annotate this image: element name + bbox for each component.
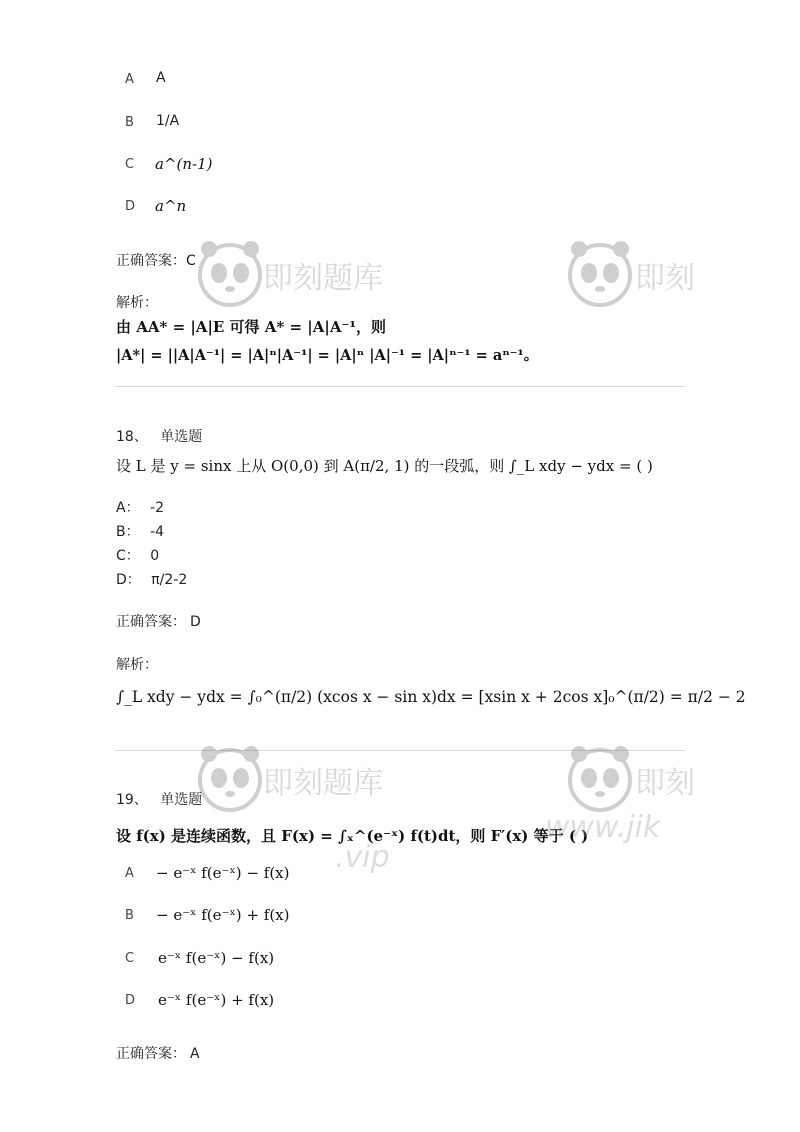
q18-option-b xyxy=(116,521,164,541)
q19-option-a-text: − e⁻ˣ f(e⁻ˣ) − f(x) xyxy=(156,864,290,882)
watermark-brand: 即刻题库 xyxy=(263,766,383,801)
q17-option-c-text: a^(n-1) xyxy=(155,155,213,173)
watermark xyxy=(195,740,390,875)
watermark xyxy=(565,235,695,319)
option-text: -2 xyxy=(150,500,164,516)
q18-option-d xyxy=(116,569,187,589)
q17-option-d-text: a^n xyxy=(155,197,187,215)
watermark-brand-partial: 即刻 xyxy=(635,261,695,296)
q19-answer xyxy=(116,1043,200,1063)
q19-option-a-letter: A xyxy=(125,866,134,881)
watermark-brand: 即刻题库 xyxy=(263,261,383,296)
panda-logo-icon xyxy=(565,235,635,315)
answer-value: D xyxy=(190,614,201,630)
q19-option-c-text: e⁻ˣ f(e⁻ˣ) − f(x) xyxy=(158,949,275,967)
option-text: π/2-2 xyxy=(151,572,188,588)
panda-logo-icon xyxy=(195,740,265,820)
option-letter: B： xyxy=(116,524,140,540)
question-type: 单选题 xyxy=(160,429,203,445)
q18-header xyxy=(116,426,202,446)
q17-option-d-letter: D xyxy=(125,199,136,214)
q17-option-c-letter: C xyxy=(125,157,135,172)
answer-value: A xyxy=(190,1046,200,1062)
panda-logo-icon xyxy=(195,235,265,315)
q19-header xyxy=(116,789,202,809)
q19-option-b-letter: B xyxy=(125,908,134,923)
option-letter: C： xyxy=(116,548,140,564)
watermark-brand-partial: 即刻 xyxy=(635,766,695,801)
divider xyxy=(115,386,685,387)
watermark xyxy=(195,235,383,319)
panda-logo-icon xyxy=(565,740,635,820)
q19-option-d-letter: D xyxy=(125,993,136,1008)
q19-option-c-letter: C xyxy=(125,951,135,966)
q18-analysis-label: 解析： xyxy=(116,657,158,673)
q19-option-b-text: − e⁻ˣ f(e⁻ˣ) + f(x) xyxy=(156,906,290,924)
q17-option-b-text: 1/A xyxy=(156,113,180,129)
q17-analysis-line1: 由 AA* = |A|E 可得 A* = |A|A⁻¹，则 xyxy=(116,318,386,336)
answer-label: 正确答案： xyxy=(116,614,186,630)
answer-label: 正确答案： xyxy=(116,1046,186,1062)
option-letter: A： xyxy=(116,500,140,516)
q17-option-a-text: A xyxy=(156,70,166,86)
q17-analysis-label: 解析： xyxy=(116,295,158,311)
watermark-url-tail: .vip xyxy=(335,840,390,875)
q18-stem: 设 L 是 y = sinx 上从 O(0,0) 到 A(π/2, 1) 的一段弧，则 ∫_L xdy − ydx = ( ) xyxy=(116,457,653,475)
option-letter: D： xyxy=(116,572,141,588)
divider xyxy=(115,750,685,751)
q18-option-c xyxy=(116,545,159,565)
q17-option-b-letter: B xyxy=(125,115,134,130)
answer-label: 正确答案： xyxy=(116,253,186,269)
question-number: 19、 xyxy=(116,792,148,808)
q19-stem: 设 f(x) 是连续函数，且 F(x) = ∫ₓ^(e⁻ˣ) f(t)dt，则 F′(x) 等于 ( ) xyxy=(116,827,589,845)
option-text: -4 xyxy=(150,524,165,540)
answer-value: C xyxy=(186,253,196,269)
q19-option-d-text: e⁻ˣ f(e⁻ˣ) + f(x) xyxy=(158,991,275,1009)
q18-answer xyxy=(116,611,201,631)
watermark-url: www.jik xyxy=(545,810,661,845)
question-type: 单选题 xyxy=(160,792,203,808)
watermark xyxy=(545,740,695,845)
q18-option-a xyxy=(116,497,164,517)
q17-answer xyxy=(116,250,196,270)
q17-option-a-letter: A xyxy=(125,72,134,87)
option-text: 0 xyxy=(150,548,160,564)
question-number: 18、 xyxy=(116,429,148,445)
q18-analysis: ∫_L xdy − ydx = ∫₀^(π/2) (xcos x − sin x)dx = [xsin x + 2cos x]₀^(π/2) = π/2 − 2 xyxy=(116,688,746,706)
q17-analysis-line2: |A*| = ||A|A⁻¹| = |A|ⁿ|A⁻¹| = |A|ⁿ |A|⁻¹ = |A|ⁿ⁻¹ = aⁿ⁻¹。 xyxy=(116,347,539,364)
